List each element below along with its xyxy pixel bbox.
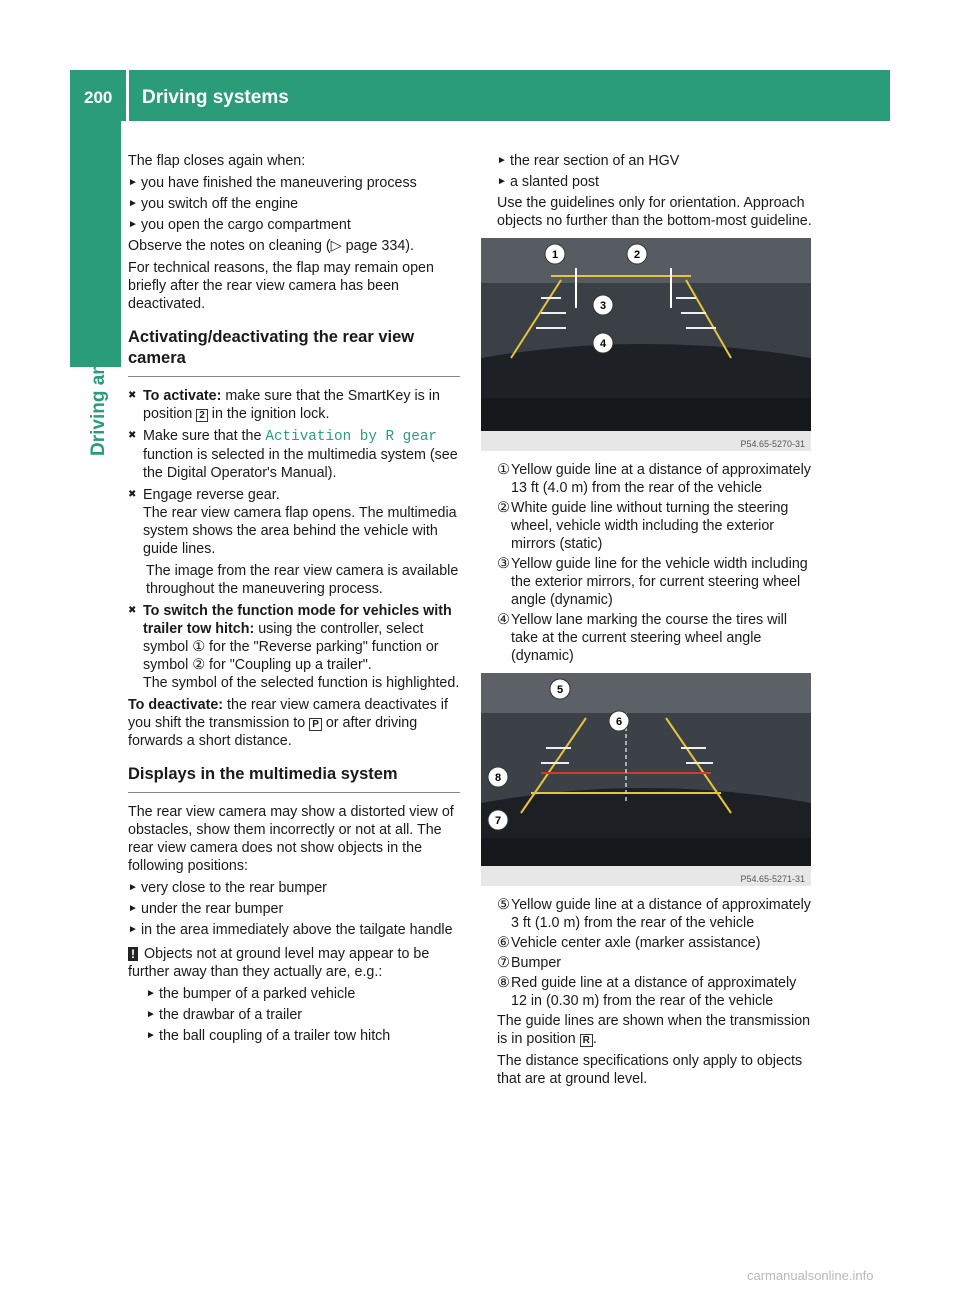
image-code: P54.65-5271-31	[740, 874, 805, 884]
callout-label: 2	[633, 249, 641, 261]
bullet-icon: ►	[128, 219, 138, 230]
bullet-icon: ►	[128, 198, 138, 209]
bullet-icon: ►	[497, 176, 507, 187]
bullet-icon: ►	[128, 177, 138, 188]
list-item: ► very close to the rear bumper	[128, 880, 327, 896]
list-item: ► the bumper of a parked vehicle	[146, 986, 356, 1002]
page-ref-icon: ▷	[330, 238, 342, 254]
menu-item-text: Activation by R gear	[265, 429, 437, 445]
warning-paragraph: ! Objects not at ground level may appear to be further away than they actually are, e.g.:	[128, 946, 430, 980]
bullet-icon: ►	[146, 988, 156, 999]
paragraph: The distance specifications only apply to objects that are at ground level.	[497, 1053, 803, 1087]
callout-label: 5	[556, 684, 564, 696]
list-item: ► the rear section of an HGV	[497, 153, 680, 169]
paragraph: The flap closes again when:	[128, 153, 306, 169]
camera-image-axle	[481, 673, 811, 886]
warning-icon: !	[128, 947, 138, 961]
page-number: 200	[84, 88, 113, 107]
paragraph-deactivate: To deactivate: the rear view camera deactivates if you shift the transmission to P or after driving forwards a short distance.	[128, 697, 448, 749]
list-item: ⑧ Red guide line at a distance of approximately 12 in (0.30 m) from the rear of the vehicle	[497, 975, 797, 1009]
heading-activate: Activating/deactivating the rear view camera	[128, 328, 415, 367]
section-title: Driving systems	[142, 87, 289, 108]
list-item: ⑦ Bumper	[497, 955, 562, 971]
bullet-icon: ►	[128, 882, 138, 893]
step-reverse-gear: ✖ Engage reverse gear. The rear view camera flap opens. The multimedia system shows the area behind the vehicle with guide lines.	[128, 487, 457, 557]
image-code: P54.65-5270-31	[740, 439, 805, 449]
callout-number: ①	[497, 462, 510, 478]
paragraph: For technical reasons, the flap may remain open briefly after the rear view camera has been deactivated.	[128, 260, 434, 312]
step-arrow-icon: ✖	[128, 430, 137, 441]
list-item: ① Yellow guide line at a distance of approximately 13 ft (4.0 m) from the rear of the vehicle	[497, 462, 811, 496]
page-header	[70, 70, 890, 121]
step-activate: ✖ To activate: make sure that the SmartKey is in position 2 in the ignition lock.	[128, 388, 440, 422]
list-item: ► the drawbar of a trailer	[146, 1007, 303, 1023]
callout-label: 8	[494, 772, 502, 784]
step-select-function: ✖ Make sure that the Activation by R gear function is selected in the multimedia system (see the Digital Operator's Manual).	[128, 428, 458, 481]
header-divider	[126, 70, 129, 121]
key-symbol: 2	[196, 409, 208, 422]
callout-number: ④	[497, 612, 510, 628]
list-item: ► under the rear bumper	[128, 901, 284, 917]
callout-number: ⑥	[497, 935, 510, 951]
camera-scene-illustration	[481, 673, 811, 886]
step-arrow-icon: ✖	[128, 390, 137, 401]
bullet-list-positions	[128, 879, 460, 939]
list-item: ⑤ Yellow guide line at a distance of approximately 3 ft (1.0 m) from the rear of the vehicle	[497, 897, 811, 931]
step-trailer-mode: ✖ To switch the function mode for vehicles with trailer tow hitch: using the controller, select symbol ① for the "Reverse parking" function or symbol ② for "Coupling up a trailer". The symbol of the selected function is highlighted.	[128, 603, 460, 691]
image-caption-bar	[481, 866, 811, 886]
callout-number: ②	[497, 500, 510, 516]
paragraph: The rear view camera may show a distorted view of obstacles, show them incorrectly or not at all. The rear view camera does not show objects in the following positions:	[128, 804, 454, 874]
left-column	[128, 152, 460, 1048]
key-symbol: P	[309, 718, 322, 731]
image-caption-bar	[481, 431, 811, 451]
legend-list-2	[497, 896, 813, 1010]
paragraph: Observe the notes on cleaning (▷ page 334).	[128, 238, 415, 254]
bullet-icon: ►	[497, 155, 507, 166]
key-symbol: R	[580, 1034, 593, 1047]
bullet-icon: ►	[146, 1009, 156, 1020]
bullet-icon: ►	[128, 924, 138, 935]
callout-label: 1	[551, 249, 559, 261]
heading-rule	[128, 792, 460, 793]
bullet-list-examples	[128, 985, 460, 1045]
list-item: ► you have finished the maneuvering process	[128, 175, 417, 191]
callout-label: 6	[615, 716, 623, 728]
list-item: ► the ball coupling of a trailer tow hitch	[146, 1028, 391, 1044]
callout-label: 3	[599, 300, 607, 312]
list-item: ► a slanted post	[497, 174, 600, 190]
list-item: ► in the area immediately above the tailgate handle	[128, 922, 453, 938]
step-arrow-icon: ✖	[128, 605, 137, 616]
list-item: ② White guide line without turning the steering wheel, vehicle width including the exterior mirrors (static)	[497, 500, 789, 552]
paragraph: The image from the rear view camera is available throughout the maneuvering process.	[146, 563, 459, 597]
heading-displays: Displays in the multimedia system	[128, 765, 398, 783]
legend-list-1	[497, 461, 813, 665]
heading-rule	[128, 376, 460, 377]
list-item: ► you open the cargo compartment	[128, 217, 351, 233]
list-item: ③ Yellow guide line for the vehicle width including the exterior mirrors, for current steering wheel angle (dynamic)	[497, 556, 808, 608]
callout-label: 7	[494, 815, 502, 827]
list-item: ⑥ Vehicle center axle (marker assistance)	[497, 935, 761, 951]
callout-number: ⑦	[497, 955, 510, 971]
right-column	[494, 152, 813, 1092]
paragraph: Use the guidelines only for orientation. Approach objects no further than the bottom-most guideline.	[497, 195, 812, 229]
watermark-logo: carmanualsonline.info	[747, 1268, 874, 1283]
callout-number: ⑤	[497, 897, 510, 913]
bullet-icon: ►	[128, 903, 138, 914]
callout-number: ③	[497, 556, 510, 572]
list-item: ④ Yellow lane marking the course the tires will take at the current steering wheel angle (dynamic)	[497, 612, 788, 664]
camera-scene-illustration	[481, 238, 811, 451]
list-item: ► you switch off the engine	[128, 196, 299, 212]
camera-image-guidelines	[481, 238, 811, 451]
callout-label: 4	[599, 338, 607, 350]
paragraph: The guide lines are shown when the transmission is in position R .	[497, 1013, 811, 1047]
bullet-list-flap	[128, 174, 460, 234]
bullet-icon: ►	[146, 1030, 156, 1041]
chapter-label: Driving and parking	[88, 277, 109, 456]
callout-number: ⑧	[497, 975, 510, 991]
step-arrow-icon: ✖	[128, 489, 137, 500]
